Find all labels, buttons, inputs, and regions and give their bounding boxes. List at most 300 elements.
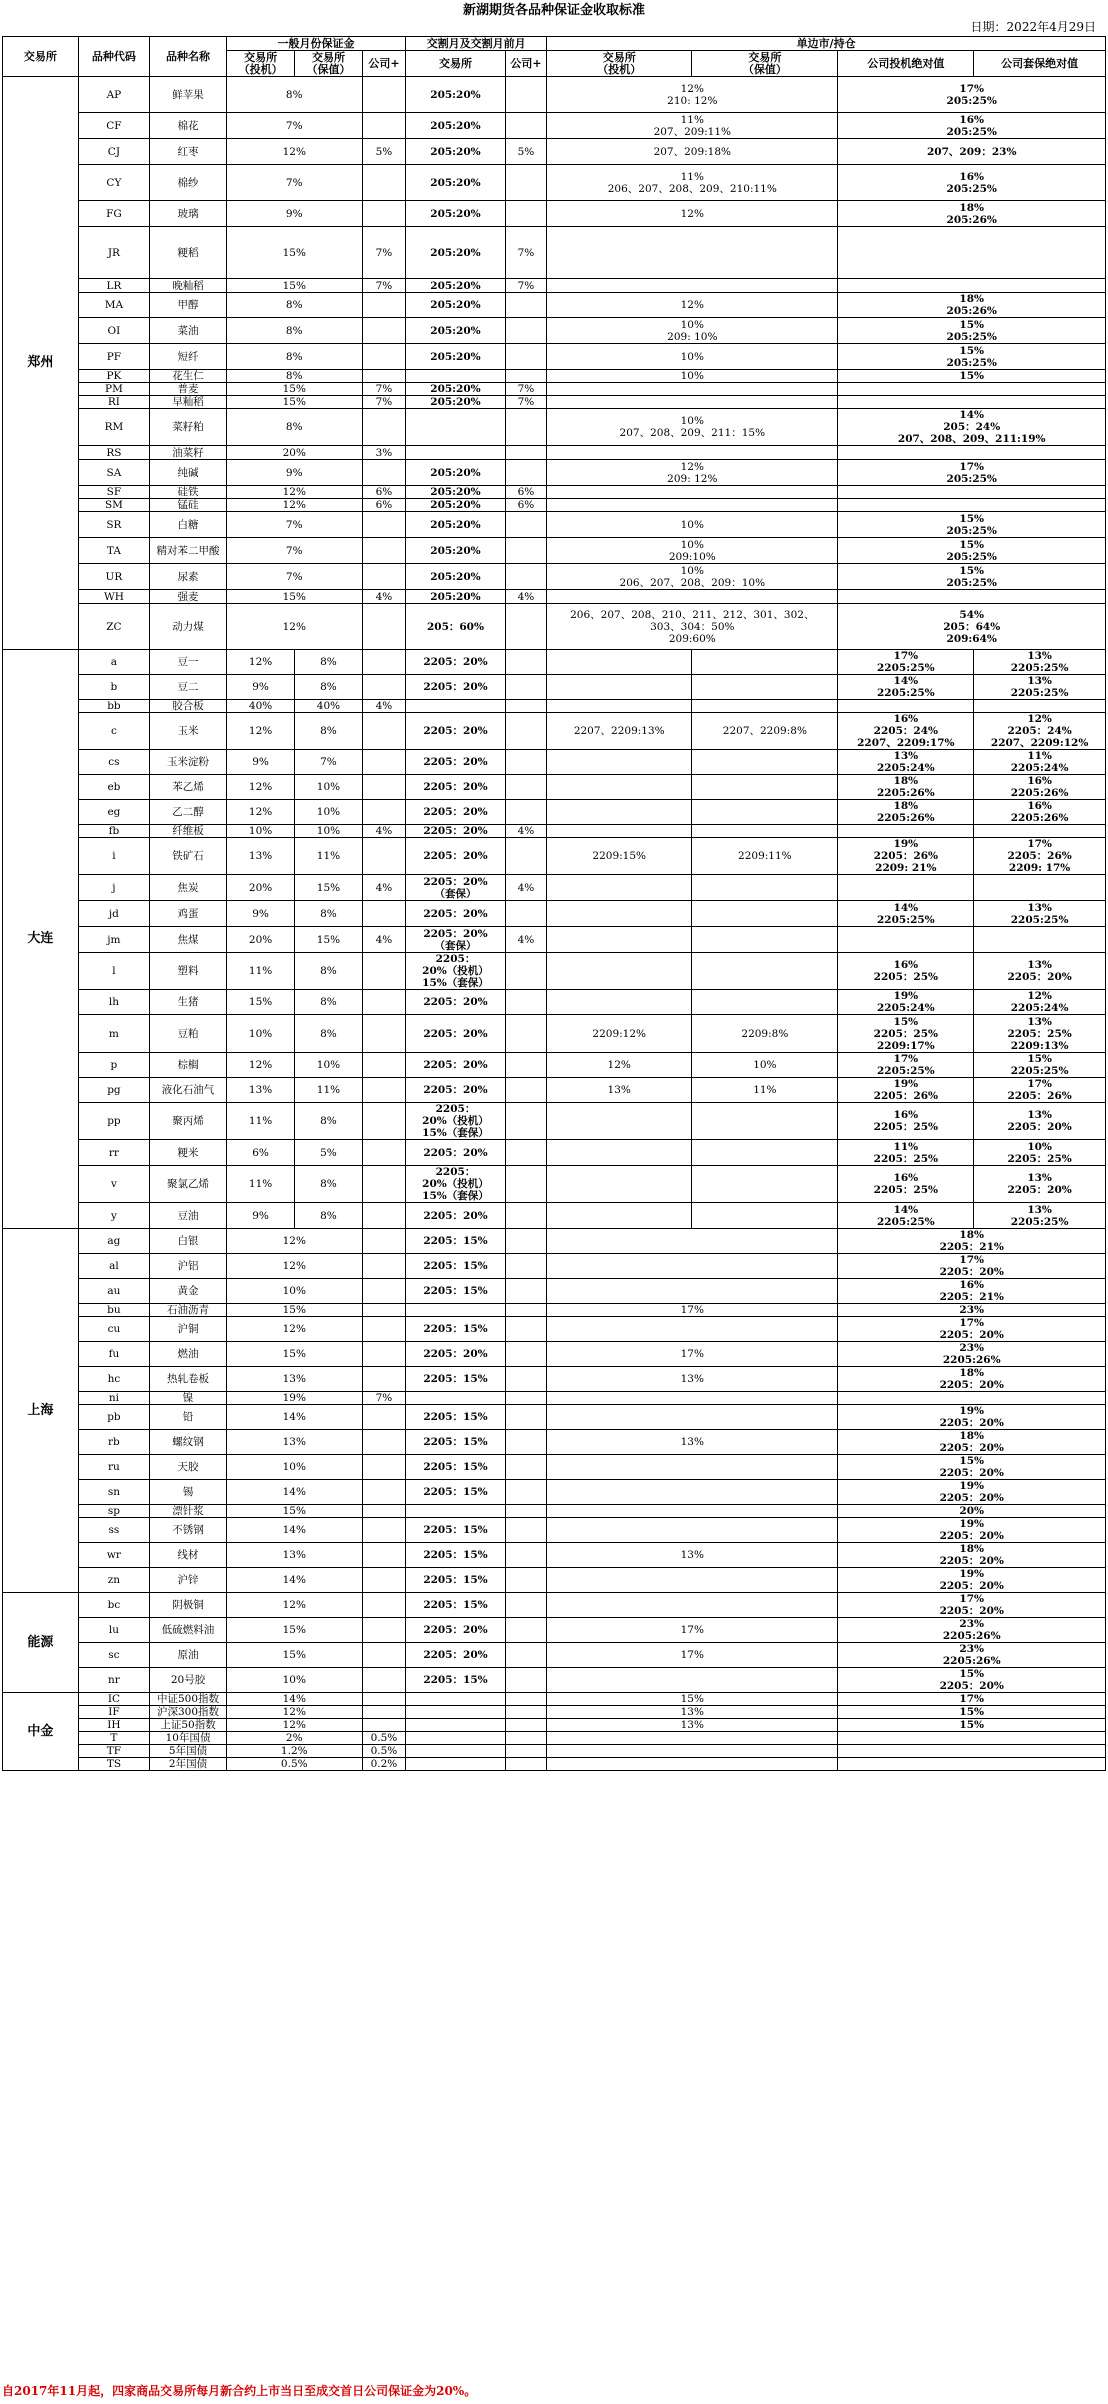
exchange-cell: 中金 [3,1693,79,1771]
code-cell: lu [78,1618,150,1643]
company-plus-cell [362,1706,406,1719]
delivery-margin-cell: 2205：20% [406,1342,506,1367]
single-exchange-cell [547,1518,838,1543]
name-cell: 短纤 [150,344,227,370]
company-abs-cell: 16% 2205：21% [838,1279,1106,1304]
delivery-margin-cell: 2205：15% [406,1367,506,1392]
delivery-margin-cell: 205:20% [406,279,506,293]
name-cell: 20号胶 [150,1668,227,1693]
company-plus-cell [362,344,406,370]
name-cell: 油菜籽 [150,446,227,460]
company-abs-cell: 17% 2205：20% [838,1593,1106,1618]
company-plus-cell: 7% [362,279,406,293]
company-abs-cell: 17% 2205：20% [838,1317,1106,1342]
company-abs-cell: 17% 205:25% [838,77,1106,113]
company-abs-cell [838,383,1106,396]
company-abs-cell: 16% 205:25% [838,113,1106,139]
header-ex-hedge: 交易所 （保值） [295,51,362,77]
code-cell: a [78,650,150,675]
delivery-plus-cell [505,446,546,460]
general-margin-cell: 12% [226,1719,362,1732]
general-margin-cell: 1.2% [226,1745,362,1758]
company-plus-cell [362,1480,406,1505]
company-hedge-abs-cell: 17% 2205：26% [974,1078,1106,1103]
general-spec-cell: 11% [226,953,294,990]
table-row [3,1480,1106,1505]
delivery-margin-cell: 2205：15% [406,1430,506,1455]
company-spec-abs-cell: 18% 2205:26% [838,775,974,800]
company-hedge-abs-cell: 13% 2205:25% [974,650,1106,675]
company-abs-cell: 17% 205:25% [838,460,1106,486]
general-hedge-cell: 11% [295,1078,362,1103]
name-cell: 精对苯二甲酸 [150,538,227,564]
company-abs-cell: 207、209：23% [838,139,1106,165]
general-spec-cell: 13% [226,1078,294,1103]
table-row [3,1078,1106,1103]
delivery-margin-cell: 205:20% [406,165,506,201]
delivery-margin-cell [406,446,506,460]
company-plus-cell [362,713,406,750]
delivery-plus-cell: 7% [505,279,546,293]
code-cell: v [78,1166,150,1203]
company-abs-cell: 54% 205：64% 209:64% [838,604,1106,650]
single-exchange-cell [547,1745,838,1758]
header-del-co-plus: 公司+ [505,51,546,77]
general-margin-cell: 10% [226,1279,362,1304]
name-cell: 漂针浆 [150,1505,227,1518]
delivery-margin-cell: 2205：15% [406,1279,506,1304]
table-row [3,499,1106,512]
company-hedge-abs-cell: 13% 2205:25% [974,901,1106,927]
company-abs-cell: 15% 2205：20% [838,1455,1106,1480]
table-row [3,409,1106,446]
code-cell: CY [78,165,150,201]
code-cell: au [78,1279,150,1304]
company-plus-cell [362,1643,406,1668]
general-margin-cell: 14% [226,1405,362,1430]
company-abs-cell: 15% 205:25% [838,538,1106,564]
general-margin-cell: 12% [226,499,362,512]
name-cell: 白银 [150,1229,227,1254]
company-hedge-abs-cell: 13% 2205:25% [974,1203,1106,1229]
general-margin-cell: 9% [226,460,362,486]
margin-table [2,36,1106,1771]
company-abs-cell: 15% 205:25% [838,344,1106,370]
table-row [3,1053,1106,1078]
general-margin-cell: 8% [226,318,362,344]
table-row [3,590,1106,604]
single-exchange-cell: 12% [547,201,838,227]
company-plus-cell: 7% [362,396,406,409]
general-hedge-cell: 11% [295,838,362,875]
table-row [3,1732,1106,1745]
delivery-plus-cell [505,318,546,344]
delivery-margin-cell [406,409,506,446]
company-abs-cell [838,1745,1106,1758]
delivery-margin-cell [406,370,506,383]
single-hedge-cell [692,800,838,825]
code-cell: i [78,838,150,875]
header-single: 单边市/持仓 [547,37,1106,51]
table-row [3,1015,1106,1053]
delivery-plus-cell: 4% [505,825,546,838]
delivery-margin-cell: 2205： 20%（投机） 15%（套保） [406,953,506,990]
single-spec-cell [547,875,692,901]
company-plus-cell [362,650,406,675]
delivery-margin-cell [406,1693,506,1706]
general-margin-cell: 15% [226,383,362,396]
single-exchange-cell [547,1732,838,1745]
code-cell: cs [78,750,150,775]
general-margin-cell: 12% [226,1229,362,1254]
table-row [3,927,1106,953]
name-cell: 苯乙烯 [150,775,227,800]
general-margin-cell: 14% [226,1693,362,1706]
delivery-plus-cell [505,1229,546,1254]
code-cell: SR [78,512,150,538]
company-spec-abs-cell: 17% 2205:25% [838,650,974,675]
company-plus-cell [362,1053,406,1078]
company-spec-abs-cell: 16% 2205：24% 2207、2209:17% [838,713,974,750]
name-cell: 阴极铜 [150,1593,227,1618]
code-cell: sn [78,1480,150,1505]
delivery-plus-cell [505,800,546,825]
company-abs-cell: 23% 2205:26% [838,1643,1106,1668]
delivery-margin-cell: 205:20% [406,564,506,590]
company-plus-cell [362,800,406,825]
table-row [3,77,1106,113]
code-cell: cu [78,1317,150,1342]
single-hedge-cell: 2207、2209:8% [692,713,838,750]
name-cell: 玻璃 [150,201,227,227]
delivery-margin-cell: 205:20% [406,318,506,344]
single-hedge-cell [692,953,838,990]
name-cell: 早籼稻 [150,396,227,409]
table-row [3,165,1106,201]
delivery-margin-cell: 2205： 20%（投机） 15%（套保） [406,1166,506,1203]
general-hedge-cell: 8% [295,1015,362,1053]
name-cell: 沪铝 [150,1254,227,1279]
name-cell: 上证50指数 [150,1719,227,1732]
table-row [3,1279,1106,1304]
table-row [3,1455,1106,1480]
name-cell: 白糖 [150,512,227,538]
general-spec-cell: 9% [226,750,294,775]
code-cell: FG [78,201,150,227]
header-name: 品种名称 [150,37,227,77]
company-abs-cell: 19% 2205：20% [838,1518,1106,1543]
code-cell: IC [78,1693,150,1706]
table-row [3,875,1106,901]
single-hedge-cell [692,1140,838,1166]
delivery-plus-cell [505,512,546,538]
name-cell: 锰硅 [150,499,227,512]
delivery-plus-cell [505,409,546,446]
company-spec-abs-cell: 18% 2205:26% [838,800,974,825]
delivery-margin-cell: 2205：15% [406,1568,506,1593]
company-plus-cell [362,1304,406,1317]
code-cell: PF [78,344,150,370]
company-hedge-abs-cell: 12% 2205:24% [974,990,1106,1015]
delivery-plus-cell [505,675,546,700]
name-cell: 沪铜 [150,1317,227,1342]
single-exchange-cell [547,1405,838,1430]
single-hedge-cell [692,700,838,713]
header-del-ex: 交易所 [406,51,506,77]
table-row [3,1166,1106,1203]
general-margin-cell: 8% [226,344,362,370]
name-cell: 豆二 [150,675,227,700]
single-hedge-cell [692,650,838,675]
table-row [3,713,1106,750]
company-plus-cell [362,1618,406,1643]
company-plus-cell [362,1455,406,1480]
general-hedge-cell: 40% [295,700,362,713]
single-spec-cell [547,825,692,838]
name-cell: 硅铁 [150,486,227,499]
delivery-plus-cell [505,1392,546,1405]
company-spec-abs-cell: 16% 2205：25% [838,1103,974,1140]
company-spec-abs-cell: 14% 2205:25% [838,675,974,700]
company-plus-cell [362,990,406,1015]
delivery-margin-cell: 205:20% [406,460,506,486]
table-row [3,1405,1106,1430]
company-abs-cell [838,396,1106,409]
general-spec-cell: 10% [226,825,294,838]
general-margin-cell: 14% [226,1568,362,1593]
single-exchange-cell: 17% [547,1342,838,1367]
name-cell: 棉纱 [150,165,227,201]
single-exchange-cell: 207、209:18% [547,139,838,165]
delivery-margin-cell: 2205：20% [406,750,506,775]
delivery-plus-cell [505,1279,546,1304]
name-cell: 棕榈 [150,1053,227,1078]
company-plus-cell [362,1405,406,1430]
delivery-margin-cell: 205:20% [406,512,506,538]
exchange-cell: 上海 [3,1229,79,1593]
company-abs-cell: 23% 2205:26% [838,1342,1106,1367]
name-cell: 菜籽粕 [150,409,227,446]
company-hedge-abs-cell: 13% 2205：20% [974,953,1106,990]
code-cell: zn [78,1568,150,1593]
name-cell: 5年国债 [150,1745,227,1758]
company-plus-cell [362,1279,406,1304]
general-hedge-cell: 10% [295,825,362,838]
name-cell: 豆油 [150,1203,227,1229]
table-row [3,1103,1106,1140]
general-margin-cell: 10% [226,1455,362,1480]
name-cell: 10年国债 [150,1732,227,1745]
general-margin-cell: 7% [226,165,362,201]
code-cell: PK [78,370,150,383]
code-cell: WH [78,590,150,604]
company-abs-cell: 15% [838,1706,1106,1719]
delivery-margin-cell: 2205：20% [406,990,506,1015]
code-cell: SF [78,486,150,499]
company-spec-abs-cell: 16% 2205：25% [838,1166,974,1203]
delivery-plus-cell [505,1618,546,1643]
company-spec-abs-cell: 19% 2205:24% [838,990,974,1015]
name-cell: 动力煤 [150,604,227,650]
delivery-plus-cell [505,1543,546,1568]
delivery-plus-cell [505,1203,546,1229]
single-exchange-cell [547,1593,838,1618]
company-abs-cell [838,1732,1106,1745]
single-hedge-cell: 2209:11% [692,838,838,875]
general-spec-cell: 12% [226,650,294,675]
code-cell: CF [78,113,150,139]
single-exchange-cell: 13% [547,1706,838,1719]
delivery-plus-cell [505,1140,546,1166]
delivery-margin-cell [406,1505,506,1518]
footer-note: 自2017年11月起，四家商品交易所每月新合约上市当日至成交首日公司保证金为20%。 [2,2384,477,2398]
company-plus-cell [362,1505,406,1518]
company-plus-cell [362,1593,406,1618]
name-cell: 黄金 [150,1279,227,1304]
delivery-margin-cell: 2205：20% （套保） [406,927,506,953]
delivery-plus-cell [505,1304,546,1317]
company-plus-cell [362,293,406,318]
delivery-plus-cell [505,901,546,927]
company-plus-cell [362,1103,406,1140]
general-margin-cell: 19% [226,1392,362,1405]
table-row [3,1518,1106,1543]
single-exchange-cell [547,1229,838,1254]
delivery-plus-cell [505,1643,546,1668]
code-cell: AP [78,77,150,113]
single-exchange-cell: 17% [547,1304,838,1317]
table-row [3,650,1106,675]
general-spec-cell: 13% [226,838,294,875]
table-row [3,990,1106,1015]
company-hedge-abs-cell: 16% 2205:26% [974,800,1106,825]
company-plus-cell: 6% [362,499,406,512]
company-abs-cell: 18% 2205：20% [838,1367,1106,1392]
single-exchange-cell: 10% 206、207、208、209：10% [547,564,838,590]
company-spec-abs-cell: 15% 2205：25% 2209:17% [838,1015,974,1053]
general-margin-cell: 12% [226,1317,362,1342]
general-margin-cell: 7% [226,113,362,139]
name-cell: 尿素 [150,564,227,590]
name-cell: 锡 [150,1480,227,1505]
general-margin-cell: 8% [226,370,362,383]
table-row [3,1745,1106,1758]
delivery-plus-cell [505,838,546,875]
delivery-margin-cell [406,1745,506,1758]
code-cell: OI [78,318,150,344]
name-cell: 天胶 [150,1455,227,1480]
header-row-1 [3,37,1106,51]
single-exchange-cell: 10% 209: 10% [547,318,838,344]
delivery-margin-cell: 2205：15% [406,1455,506,1480]
company-plus-cell [362,1203,406,1229]
delivery-plus-cell [505,1405,546,1430]
code-cell: ZC [78,604,150,650]
delivery-margin-cell: 2205：20% [406,1015,506,1053]
general-margin-cell: 20% [226,446,362,460]
code-cell: SM [78,499,150,512]
company-abs-cell: 19% 2205：20% [838,1405,1106,1430]
name-cell: 焦煤 [150,927,227,953]
code-cell: lh [78,990,150,1015]
code-cell: LR [78,279,150,293]
name-cell: 沪深300指数 [150,1706,227,1719]
name-cell: 纯碱 [150,460,227,486]
table-row [3,564,1106,590]
code-cell: hc [78,1367,150,1392]
delivery-margin-cell: 2205：15% [406,1543,506,1568]
single-exchange-cell: 13% [547,1719,838,1732]
general-hedge-cell: 8% [295,675,362,700]
single-exchange-cell: 12% [547,293,838,318]
code-cell: MA [78,293,150,318]
table-row [3,1758,1106,1771]
name-cell: 聚氯乙烯 [150,1166,227,1203]
name-cell: 甲醇 [150,293,227,318]
company-plus-cell [362,1693,406,1706]
single-exchange-cell: 10% [547,344,838,370]
report-date: 日期：2022年4月29日 [970,20,1096,34]
company-plus-cell [362,1568,406,1593]
delivery-margin-cell: 2205：20% [406,1643,506,1668]
general-hedge-cell: 8% [295,953,362,990]
table-row [3,1254,1106,1279]
delivery-plus-cell [505,1367,546,1392]
name-cell: 原油 [150,1643,227,1668]
single-spec-cell [547,953,692,990]
table-row [3,460,1106,486]
company-hedge-abs-cell [974,825,1106,838]
single-spec-cell: 2209:15% [547,838,692,875]
company-plus-cell [362,564,406,590]
code-cell: m [78,1015,150,1053]
company-spec-abs-cell: 13% 2205:24% [838,750,974,775]
table-row [3,113,1106,139]
delivery-plus-cell [505,750,546,775]
general-margin-cell: 12% [226,139,362,165]
general-spec-cell: 20% [226,875,294,901]
general-spec-cell: 11% [226,1166,294,1203]
code-cell: ag [78,1229,150,1254]
name-cell: 镍 [150,1392,227,1405]
delivery-plus-cell [505,1078,546,1103]
delivery-plus-cell: 7% [505,396,546,409]
company-hedge-abs-cell: 13% 2205:25% [974,675,1106,700]
table-row [3,953,1106,990]
general-hedge-cell: 10% [295,1053,362,1078]
table-row [3,1618,1106,1643]
name-cell: 2年国债 [150,1758,227,1771]
company-abs-cell: 18% 2205：20% [838,1543,1106,1568]
single-exchange-cell: 17% [547,1643,838,1668]
table-row [3,700,1106,713]
company-plus-cell [362,1078,406,1103]
company-plus-cell: 0.5% [362,1745,406,1758]
company-plus-cell [362,1317,406,1342]
table-row [3,370,1106,383]
company-abs-cell [838,590,1106,604]
company-spec-abs-cell: 16% 2205：25% [838,953,974,990]
single-exchange-cell [547,446,838,460]
code-cell: fb [78,825,150,838]
general-margin-cell: 15% [226,1505,362,1518]
company-plus-cell: 7% [362,1392,406,1405]
name-cell: 焦炭 [150,875,227,901]
code-cell: RS [78,446,150,460]
general-margin-cell: 12% [226,604,362,650]
company-hedge-abs-cell: 13% 2205：20% [974,1166,1106,1203]
company-abs-cell [838,279,1106,293]
